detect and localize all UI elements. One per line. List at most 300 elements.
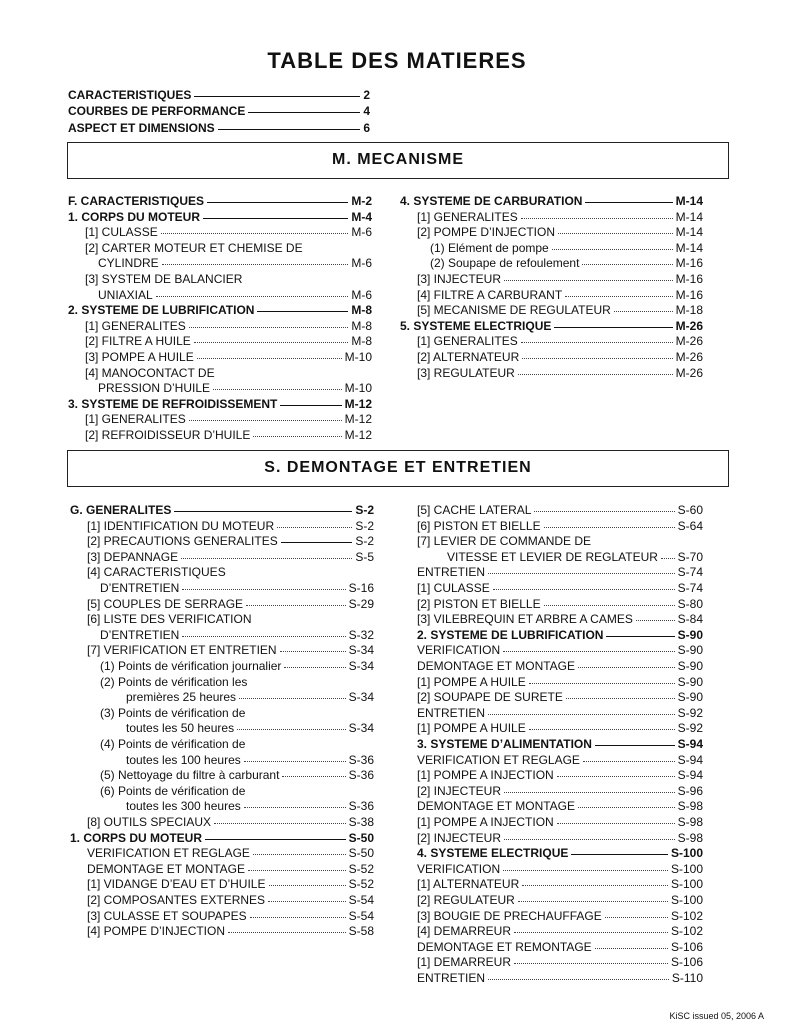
toc-entry — [85, 334, 372, 349]
section-header-demontage — [67, 450, 729, 487]
toc-entry-label: [1] GENERALITES — [85, 318, 186, 333]
toc-page-number: M-26 — [675, 318, 703, 333]
toc-entry — [417, 940, 703, 955]
toc-entry-label: VITESSE ET LEVIER DE REGLATEUR — [447, 549, 658, 564]
toc-entry — [417, 659, 703, 674]
toc-entry — [417, 815, 703, 830]
toc-entry-label: [1] GENERALITES — [85, 412, 186, 427]
toc-page-number: S-100 — [670, 893, 703, 907]
toc-entry-label: [4] CARACTERISTIQUES — [87, 565, 226, 580]
toc-entry-label: [3] VILEBREQUIN ET ARBRE A CAMES — [417, 612, 633, 627]
dot-leader — [583, 761, 675, 762]
toc-page-number: M-16 — [675, 287, 703, 302]
leader-line — [571, 854, 668, 855]
toc-entry — [430, 241, 703, 256]
dot-leader — [282, 776, 345, 777]
dot-leader — [636, 620, 675, 621]
dot-leader — [578, 807, 675, 808]
toc-entry-label: [3] SYSTEM DE BALANCIER — [85, 272, 243, 286]
toc-entry — [100, 706, 374, 721]
toc-page-number: S-50 — [348, 830, 374, 845]
toc-entry-label: [2] SOUPAPE DE SURETE — [417, 690, 563, 705]
toc-entry-label: ENTRETIEN — [417, 565, 486, 580]
toc-page-number: S-52 — [348, 861, 374, 876]
dot-leader — [565, 296, 673, 297]
dot-leader — [268, 901, 346, 902]
toc-entry-label: (1) Points de vérification journalier — [100, 659, 282, 673]
toc-entry-label: 5. SYSTEME ELECTRIQUE — [400, 318, 552, 333]
toc-page-number: S-52 — [348, 877, 374, 892]
toc-entry-label: [1] CULASSE — [417, 581, 490, 595]
toc-entry — [417, 955, 703, 970]
toc-page-number: S-90 — [677, 674, 703, 689]
toc-entry-label: [2] PISTON ET BIELLE — [417, 596, 541, 611]
dot-leader — [504, 280, 673, 281]
toc-entry-label: [5] MECANISME DE REGULATEUR — [417, 303, 611, 318]
toc-page-number: M-8 — [351, 318, 372, 333]
dot-leader — [493, 589, 675, 590]
toc-entry-label: [2] REFROIDISSEUR D’HUILE — [85, 428, 251, 442]
toc-entry — [68, 88, 370, 103]
toc-page-number: M-10 — [344, 350, 372, 364]
toc-entry — [417, 628, 703, 643]
toc-entry — [417, 334, 703, 349]
toc-page-number: M-8 — [351, 303, 372, 318]
toc-entry-label: (4) Points de vérification de — [100, 737, 246, 751]
dot-leader — [214, 823, 346, 824]
toc-entry-label: DEMONTAGE ET MONTAGE — [417, 799, 576, 814]
toc-entry — [87, 893, 374, 908]
toc-entry-label: [2] INJECTEUR — [417, 783, 502, 798]
toc-entry-label: [4] DEMARREUR — [417, 924, 512, 939]
toc-entry — [430, 256, 703, 271]
toc-page-number: S-34 — [348, 643, 374, 658]
toc-entry-label: [3] BOUGIE DE PRECHAUFFAGE — [417, 908, 602, 923]
toc-entry-label: [2] CARTER MOTEUR ET CHEMISE DE — [85, 240, 303, 255]
toc-entry — [417, 612, 703, 627]
toc-entry-label: VERIFICATION ET REGLAGE — [417, 752, 580, 767]
toc-page-number: M-12 — [344, 412, 372, 427]
toc-entry — [126, 799, 374, 814]
toc-entry — [417, 721, 703, 736]
toc-page-number: M-16 — [675, 256, 703, 271]
toc-page-number: S-90 — [677, 659, 703, 673]
toc-page-number: M-10 — [344, 381, 372, 396]
dot-leader — [488, 714, 675, 715]
toc-entry-label: toutes les 300 heures — [126, 799, 241, 814]
dot-leader — [284, 667, 345, 668]
toc-entry — [85, 412, 372, 427]
toc-page-number: M-2 — [351, 194, 372, 208]
toc-entry-label: DEMONTAGE ET MONTAGE — [417, 659, 576, 673]
toc-entry — [68, 397, 372, 412]
toc-entry — [68, 121, 370, 136]
toc-entry-label: [1] POMPE A HUILE — [417, 674, 526, 689]
toc-entry — [68, 104, 370, 119]
dot-leader — [197, 358, 342, 359]
toc-page-number: S-29 — [348, 596, 374, 611]
toc-entry-label: UNIAXIAL — [98, 287, 153, 302]
toc-entry — [417, 784, 703, 799]
toc-entry — [447, 550, 703, 565]
toc-entry-label: COURBES DE PERFORMANCE — [68, 104, 246, 119]
toc-page-number: M-6 — [351, 256, 372, 271]
dot-leader — [544, 527, 675, 528]
toc-entry — [417, 675, 703, 690]
leader-line — [554, 327, 672, 328]
leader-line — [257, 311, 348, 312]
toc-page-number: S-32 — [348, 627, 374, 642]
toc-entry — [85, 272, 372, 287]
toc-entry — [417, 643, 703, 658]
toc-entry — [417, 210, 703, 225]
dot-leader — [161, 233, 349, 234]
toc-page-number: S-54 — [348, 908, 374, 923]
dot-leader — [239, 698, 346, 699]
dot-leader — [488, 979, 669, 980]
toc-entry — [98, 256, 372, 271]
leader-line — [606, 636, 674, 637]
dot-leader — [557, 776, 675, 777]
toc-page-number: S-50 — [348, 846, 374, 861]
toc-page-number: M-18 — [675, 303, 703, 318]
toc-entry-label: (5) Nettoyage du filtre à carburant — [100, 768, 280, 783]
leader-line — [281, 542, 353, 543]
dot-leader — [194, 342, 349, 343]
toc-entry — [400, 319, 703, 334]
toc-entry-label: VERIFICATION — [417, 643, 501, 658]
section-header-mecanisme — [67, 142, 729, 179]
toc-page-number: M-26 — [675, 334, 703, 349]
leader-line — [585, 202, 672, 203]
toc-entry — [126, 690, 374, 705]
dot-leader — [182, 589, 345, 590]
toc-entry-label: [8] OUTILS SPECIAUX — [87, 815, 212, 829]
toc-page-number: M-12 — [344, 396, 372, 411]
dot-leader — [522, 885, 668, 886]
toc-page-number: 6 — [363, 120, 370, 135]
toc-entry — [417, 565, 703, 580]
toc-entry — [417, 768, 703, 783]
dot-leader — [661, 558, 675, 559]
dot-leader — [544, 605, 675, 606]
toc-entry-label: [1] DEMARREUR — [417, 955, 512, 970]
page-title: TABLE DES MATIERES — [267, 48, 527, 73]
toc-entry-label: PRESSION D’HUILE — [98, 381, 211, 396]
toc-entry — [126, 753, 374, 768]
dot-leader — [529, 683, 675, 684]
dot-leader — [578, 667, 675, 668]
toc-entry-label: VERIFICATION ET REGLAGE — [87, 846, 250, 861]
toc-entry-label: (6) Points de vérification de — [100, 783, 246, 798]
toc-entry — [417, 534, 703, 549]
toc-entry-label: [5] CACHE LATERAL — [417, 503, 532, 517]
toc-page-number: S-100 — [670, 846, 703, 861]
toc-entry-label: [2] COMPOSANTES EXTERNES — [87, 893, 266, 907]
toc-page-number: S-70 — [677, 549, 703, 564]
toc-entry — [417, 706, 703, 721]
toc-entry-label: [2] REGULATEUR — [417, 893, 515, 907]
toc-entry-label: [6] LISTE DES VERIFICATION — [87, 612, 252, 627]
toc-entry-label: [2] ALTERNATEUR — [417, 350, 520, 364]
leader-line — [174, 511, 352, 512]
dot-leader — [253, 854, 346, 855]
toc-page-number: S-36 — [348, 799, 374, 814]
toc-entry-label: 2. SYSTEME DE LUBRIFICATION — [417, 627, 604, 642]
toc-entry-label: (1) Elément de pompe — [430, 240, 549, 255]
toc-page-number: S-5 — [355, 549, 374, 564]
toc-entry — [87, 534, 374, 549]
toc-entry — [100, 768, 374, 783]
toc-entry-label: [2] PRECAUTIONS GENERALITES — [87, 534, 278, 549]
toc-page-number: M-8 — [351, 334, 372, 349]
toc-entry — [68, 303, 372, 318]
dot-leader — [518, 901, 668, 902]
toc-entry-label: G. GENERALITES — [70, 503, 172, 517]
toc-page-number: S-110 — [671, 971, 703, 985]
toc-entry-label: CYLINDRE — [98, 256, 159, 271]
toc-entry — [417, 831, 703, 846]
toc-entry-label: [2] INJECTEUR — [417, 830, 502, 845]
dot-leader — [244, 761, 346, 762]
toc-page-number: S-80 — [677, 596, 703, 611]
toc-entry-label: F. CARACTERISTIQUES — [68, 194, 205, 208]
toc-entry-label: 4. SYSTEME DE CARBURATION — [400, 194, 583, 208]
toc-entry-label: [7] VERIFICATION ET ENTRETIEN — [87, 643, 277, 658]
dot-leader — [504, 839, 675, 840]
toc-entry-label: [6] PISTON ET BIELLE — [417, 518, 541, 533]
toc-entry — [417, 581, 703, 596]
dot-leader — [189, 327, 349, 328]
leader-line — [218, 129, 361, 130]
toc-entry-label: [1] VIDANGE D’EAU ET D’HUILE — [87, 877, 266, 892]
toc-page-number: 4 — [363, 104, 370, 119]
toc-entry — [68, 194, 372, 209]
toc-entry — [417, 877, 703, 892]
leader-line — [595, 745, 675, 746]
toc-entry — [417, 753, 703, 768]
toc-entry-label: 3. SYSTEME DE REFROIDISSEMENT — [68, 396, 278, 411]
dot-leader — [534, 511, 674, 512]
dot-leader — [504, 792, 675, 793]
toc-entry — [417, 971, 703, 986]
dot-leader — [162, 264, 349, 265]
toc-page-number: S-90 — [677, 627, 703, 642]
toc-page-number: M-14 — [675, 209, 703, 224]
leader-line — [194, 96, 360, 97]
toc-entry — [417, 350, 703, 365]
toc-entry-label: [1] POMPE A INJECTION — [417, 768, 554, 783]
toc-entry-label: [3] REGULATEUR — [417, 365, 515, 380]
dot-leader — [582, 264, 672, 265]
toc-entry — [87, 877, 374, 892]
toc-page-number: S-98 — [677, 815, 703, 829]
toc-entry — [417, 225, 703, 240]
toc-page-number: M-12 — [344, 428, 372, 442]
toc-entry-label: DEMONTAGE ET MONTAGE — [87, 861, 246, 876]
toc-entry-label: [1] CULASSE — [85, 225, 158, 240]
toc-page-number: S-34 — [348, 690, 374, 705]
toc-entry-label: [5] COUPLES DE SERRAGE — [87, 596, 244, 611]
toc-entry-label: [7] LEVIER DE COMMANDE DE — [417, 534, 592, 549]
toc-entry-label: DEMONTAGE ET REMONTAGE — [417, 939, 592, 954]
toc-entry-label: [1] POMPE A INJECTION — [417, 815, 554, 829]
toc-entry-label: [4] MANOCONTACT DE — [85, 365, 215, 380]
toc-entry — [417, 737, 703, 752]
toc-entry — [417, 519, 703, 534]
toc-entry-label: (2) Soupape de refoulement — [430, 256, 580, 271]
dot-leader — [566, 698, 675, 699]
toc-entry — [417, 799, 703, 814]
section-title: M. MECANISME — [332, 151, 464, 168]
toc-entry-label: [1] IDENTIFICATION DU MOTEUR — [87, 518, 275, 533]
toc-entry — [98, 288, 372, 303]
toc-page-number: S-100 — [670, 877, 703, 892]
dot-leader — [228, 932, 346, 933]
dot-leader — [521, 342, 673, 343]
toc-page-number: S-2 — [355, 503, 374, 517]
toc-entry-label: [1] ALTERNATEUR — [417, 877, 520, 892]
toc-page-number: S-94 — [677, 768, 703, 783]
toc-page-number: S-58 — [348, 924, 374, 939]
toc-entry — [100, 659, 374, 674]
toc-page-number: S-54 — [348, 893, 374, 907]
dot-leader — [614, 311, 673, 312]
toc-page-number: M-6 — [351, 287, 372, 302]
toc-entry-label: [3] CULASSE ET SOUPAPES — [87, 908, 247, 923]
dot-leader — [605, 917, 668, 918]
toc-entry — [417, 846, 703, 861]
toc-entry-label: ASPECT ET DIMENSIONS — [68, 120, 215, 135]
toc-entry — [68, 210, 372, 225]
toc-page-number: S-102 — [670, 908, 703, 923]
toc-entry — [85, 225, 372, 240]
toc-page-number: S-34 — [348, 659, 374, 673]
toc-entry — [100, 581, 374, 596]
toc-entry — [417, 893, 703, 908]
toc-entry-label: 4. SYSTEME ELECTRIQUE — [417, 846, 569, 861]
toc-entry — [98, 381, 372, 396]
dot-leader — [488, 573, 675, 574]
toc-entry — [85, 366, 372, 381]
toc-entry-label: 2. SYSTEME DE LUBRIFICATION — [68, 303, 255, 318]
toc-entry — [87, 815, 374, 830]
toc-page-number: S-106 — [670, 939, 703, 954]
toc-entry — [87, 612, 374, 627]
dot-leader — [529, 729, 675, 730]
toc-entry-label: [4] FILTRE A CARBURANT — [417, 287, 563, 302]
issue-note: KiSC issued 05, 2006 A — [669, 1011, 764, 1021]
toc-entry-label: (2) Points de vérification les — [100, 674, 248, 689]
toc-page-number: S-96 — [677, 783, 703, 798]
toc-page-number: S-102 — [670, 924, 703, 939]
toc-page-number: M-6 — [351, 225, 372, 240]
dot-leader — [253, 436, 341, 437]
toc-page-number: S-94 — [677, 737, 703, 751]
toc-entry — [417, 303, 703, 318]
toc-entry — [417, 862, 703, 877]
dot-leader — [280, 651, 346, 652]
toc-entry — [87, 597, 374, 612]
toc-entry — [100, 675, 374, 690]
dot-leader — [503, 651, 675, 652]
toc-page-number: S-90 — [677, 690, 703, 705]
toc-entry — [87, 909, 374, 924]
toc-entry — [87, 862, 374, 877]
toc-entry-label: toutes les 100 heures — [126, 752, 241, 767]
toc-entry — [417, 503, 703, 518]
toc-page-number: 2 — [363, 88, 370, 102]
leader-line — [207, 202, 348, 203]
dot-leader — [518, 374, 673, 375]
toc-page-number: S-106 — [670, 955, 703, 970]
toc-entry — [100, 628, 374, 643]
dot-leader — [248, 870, 346, 871]
toc-page-number: S-60 — [677, 503, 703, 517]
toc-entry — [417, 288, 703, 303]
dot-leader — [237, 729, 346, 730]
toc-entry-label: premières 25 heures — [126, 690, 237, 705]
toc-page-number: S-98 — [677, 830, 703, 845]
dot-leader — [522, 358, 672, 359]
leader-line — [203, 218, 348, 219]
toc-page-number: S-92 — [677, 705, 703, 720]
toc-entry — [417, 597, 703, 612]
toc-entry — [87, 550, 374, 565]
dot-leader — [181, 558, 352, 559]
toc-page-number: S-2 — [355, 534, 374, 549]
toc-page-number: S-64 — [677, 518, 703, 533]
toc-entry-label: 3. SYSTEME D’ALIMENTATION — [417, 737, 592, 751]
toc-entry-label: toutes les 50 heures — [126, 721, 235, 736]
toc-entry-label: [1] GENERALITES — [417, 334, 518, 349]
toc-page-number: M-14 — [675, 240, 703, 255]
toc-entry-label: ENTRETIEN — [417, 971, 486, 985]
toc-entry-label: [2] POMPE D’INJECTION — [417, 225, 556, 240]
toc-entry-label: CARACTERISTIQUES — [68, 88, 192, 102]
toc-page-number: S-34 — [348, 721, 374, 736]
toc-entry-label: [3] POMPE A HUILE — [85, 350, 194, 364]
toc-entry — [85, 428, 372, 443]
toc-page-number: S-36 — [348, 768, 374, 783]
toc-page-number: M-4 — [351, 209, 372, 224]
leader-line — [205, 839, 346, 840]
toc-page-number: M-26 — [675, 350, 703, 364]
toc-page-number: S-16 — [348, 581, 374, 595]
toc-entry — [85, 350, 372, 365]
dot-leader — [189, 420, 342, 421]
toc-page-number: M-14 — [675, 225, 703, 240]
dot-leader — [514, 932, 668, 933]
dot-leader — [269, 885, 346, 886]
toc-entry — [126, 721, 374, 736]
toc-entry — [87, 565, 374, 580]
toc-entry-label: [3] INJECTEUR — [417, 272, 502, 286]
toc-entry-label: ENTRETIEN — [417, 705, 486, 720]
toc-page-number: S-98 — [677, 799, 703, 814]
dot-leader — [514, 963, 668, 964]
dot-leader — [558, 233, 673, 234]
section-title: S. DEMONTAGE ET ENTRETIEN — [264, 459, 532, 476]
toc-page-number: S-74 — [677, 565, 703, 580]
dot-leader — [250, 917, 346, 918]
toc-entry — [100, 737, 374, 752]
toc-entry-label: (3) Points de vérification de — [100, 705, 246, 720]
toc-entry-label: [4] POMPE D’INJECTION — [87, 924, 226, 939]
toc-page-number: S-90 — [677, 643, 703, 658]
toc-entry — [417, 366, 703, 381]
toc-entry-label: [1] GENERALITES — [417, 209, 518, 224]
